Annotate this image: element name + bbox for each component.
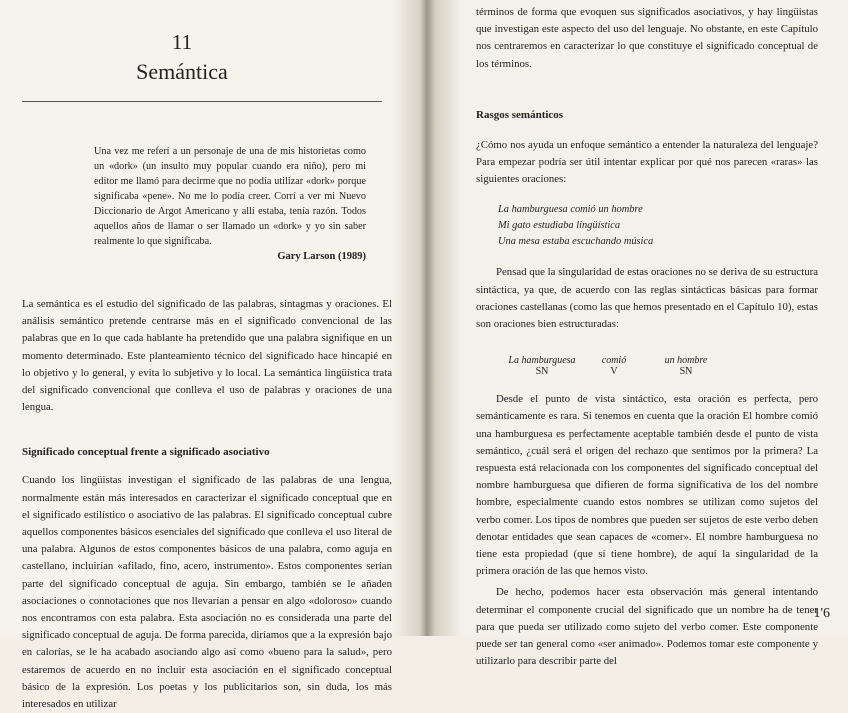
section-heading-conceptual: Significado conceptual frente a significado asociativo bbox=[22, 446, 270, 459]
diagram-word: un hombre bbox=[664, 355, 708, 367]
title-rule bbox=[22, 101, 382, 102]
right-page bbox=[420, 0, 848, 668]
syntax-diagram bbox=[506, 355, 818, 377]
chapter-title: Semántica bbox=[136, 59, 228, 84]
diagram-word: La hamburguesa bbox=[508, 355, 576, 367]
diagram-tag: V bbox=[610, 366, 618, 378]
diagram-word: comió bbox=[601, 355, 627, 367]
diagram-tag: SN bbox=[535, 366, 549, 378]
animate-paragraph: De hecho, podemos hacer esta observación más general intentando determinar el componente crucial del significado que un nombre ha de tener para que pueda ser utilizado como sujeto del verbo comer. Este componente puede ser tan general como «ser animado». Podemos tomar este componente y utilizarlo para describir parte del bbox=[476, 586, 818, 668]
example-sentence: La hamburguesa comió un hombre bbox=[498, 204, 643, 216]
continuation-paragraph: términos de forma que evoquen sus significados asociativos, y hay lingüistas que investigan este aspecto del uso del lenguaje. No obstante, en este Capítulo nos centraremos en caracterizar lo que constituye el significado conceptual de los términos. bbox=[476, 6, 818, 70]
section-heading-features: Rasgos semánticos bbox=[476, 108, 564, 121]
syntax-paragraph: Pensad que la singularidad de estas oraciones no se deriva de su estructura sintáctica, ya que, de acuerdo con las reglas sintácticas básicas para formar oraciones castellanas (como las que hemos presentado en el Capítulo 10), estas son oraciones bien estructuradas: bbox=[476, 266, 818, 331]
conceptual-paragraph: Cuando los lingüistas investigan el significado de las palabras de una lengua, normalmente están más interesados en caracterizar el significado conceptual que en el significado estilístico o asociativo de las palabras. El significado conceptual cubre aquellos componentes básicos esenciales del significado que conlleva el uso literal de una palabra. Algunos de estos componentes básicos de una palabra, como aguja en castellano, incluirían «afilado, fino, acero, instrumento». Estos componentes serían parte del significado conceptual de aguja. Sin embargo, también se le añaden asociaciones o connotaciones que nos llevarían a pensar en algo «doloroso» cuando nos encontramos con esta palabra. Esta asociación no es considerada una parte del significado conceptual de aguja. De forma parecida, diríamos que a la expresión bajo en calorías, se le ha acabado asociando algo así como «bueno para la salud», pero estaremos de acuerdo en no incluir esta asociación en el significado conceptual básico de la expresión. Los poetas y los publicitarios son, sin duda, los más interesados en utilizar bbox=[22, 474, 392, 711]
example-sentence: Una mesa estaba escuchando música bbox=[498, 236, 654, 248]
semantic-paragraph: Desde el punto de vista sintáctico, esta oración es perfecta, pero semánticamente es rara. Si tenemos en cuenta que la oración El hombre comió una hamburguesa es perfectamente aceptable también desde el punto de vista semántico, ¿cuál será el origen del rechazo que sentimos por la primera? La respuesta está relacionada con los componentes del significado conceptual del nombre hamburguesa que difieren de forma significativa de los del nombre hombre, especialmente cuando estos nombres se utilizan como sujetos del verbo comer. Los tipos de nombres que pueden ser sujetos de este verbo deben denotar entidades que sean capaces de «comer». El nombre hamburguesa no tiene esta propiedad (que sí tiene hombre), de aquí la singularidad de la primera oración de las que hemos visto. bbox=[476, 393, 818, 578]
left-page bbox=[0, 0, 420, 711]
example-sentence: Mi gato estudiaba lingüística bbox=[498, 220, 621, 232]
question-paragraph: ¿Cómo nos ayuda un enfoque semántico a entender la naturaleza del lenguaje? Para empezar podría ser útil intentar explicar por qué nos parecen «raras» las siguientes oraciones: bbox=[476, 138, 818, 186]
epigraph-author: Gary Larson (1989) bbox=[277, 251, 366, 262]
intro-paragraph: La semántica es el estudio del significado de las palabras, sintagmas y oraciones. El análisis semántico pretende centrarse más en el significado convencional de las palabras que en lo que cada hablante ha pretendido que una palabra signifique en un momento determinado. Este planteamiento técnico del significado hace hincapié en lo objetivo y lo general, y evita lo subjetivo y lo local. La semántica lingüística trata del significado convencional que conlleva el uso de palabras y oraciones de una lengua. bbox=[22, 298, 392, 414]
page-number: 1'6 bbox=[813, 606, 830, 621]
chapter-number: 11 bbox=[171, 30, 193, 54]
epigraph: Una vez me referí a un personaje de una de mis historietas como un «dork» (un insulto muy popular cuando era niño), pero mi editor me llamó para decirme que no podía utilizar «dork» porque significaba «pene». No me lo podía creer. Corrí a ver mi Nuevo Diccionario de Argot Americano y allí estaba, tenía razón. Todos aquellos años de llamar o ser llamado un «dork» y yo sin saber realmente lo que significaba. bbox=[94, 146, 366, 247]
diagram-tag: SN bbox=[679, 366, 693, 378]
example-sentences bbox=[498, 202, 818, 250]
